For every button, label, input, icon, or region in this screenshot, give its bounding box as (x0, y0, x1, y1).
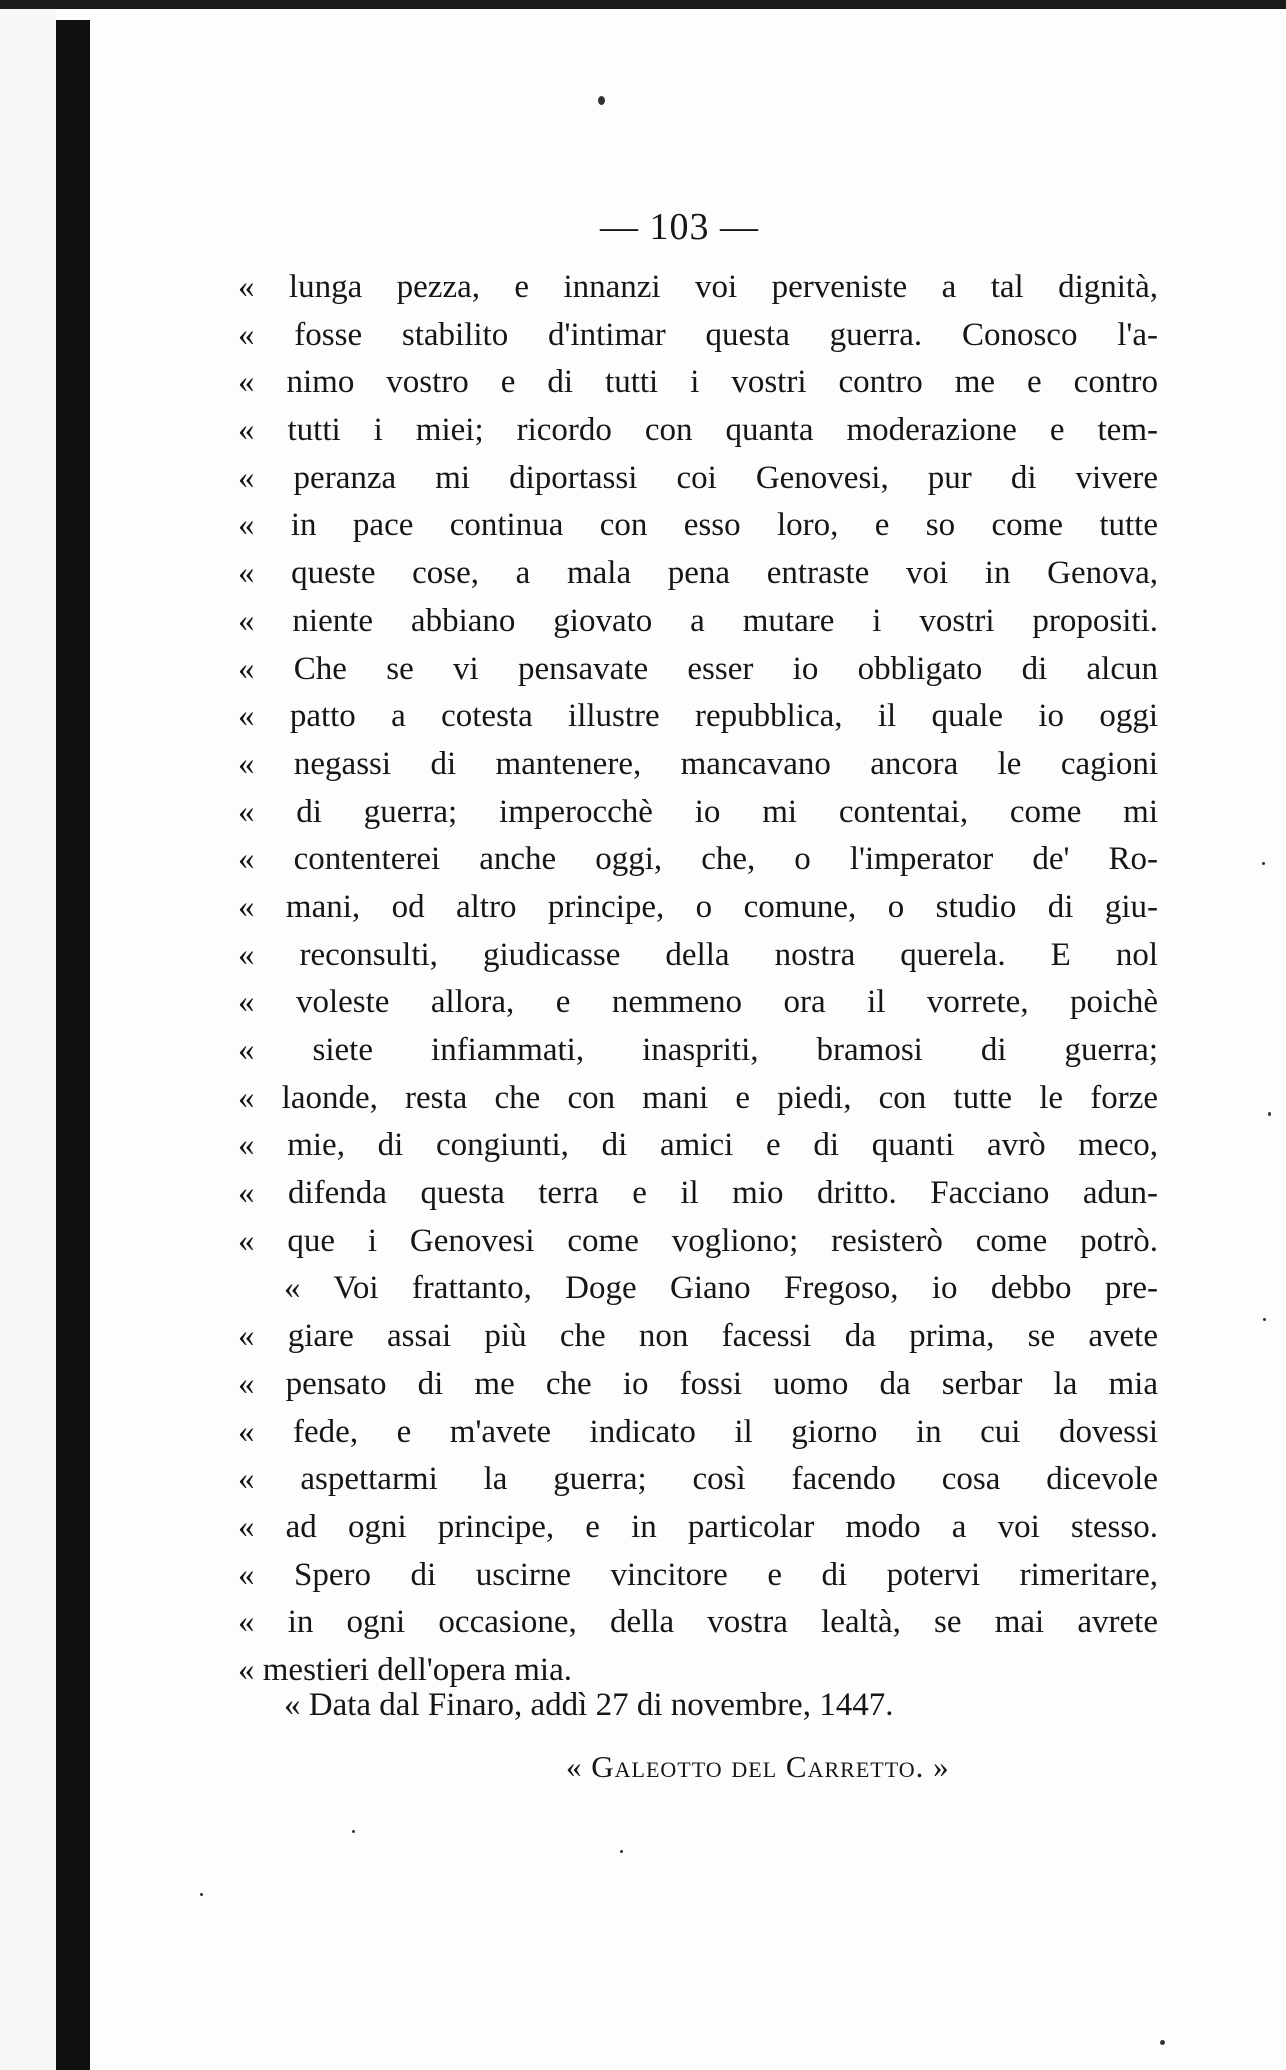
text-line: « aspettarmi la guerra; così facendo cosa dicevole (238, 1461, 1158, 1498)
text-line: « patto a cotesta illustre repubblica, il quale io oggi (238, 698, 1158, 735)
text-line: « peranza mi diportassi coi Genovesi, pur di vivere (238, 459, 1158, 496)
scan-speck (1160, 2040, 1165, 2045)
text-line: « fede, e m'avete indicato il giorno in cui dovessi (238, 1413, 1158, 1450)
text-line: « tutti i miei; ricordo con quanta moderazione e tem- (238, 412, 1158, 449)
text-line: « mie, di congiunti, di amici e di quanti avrò meco, (238, 1127, 1158, 1164)
page-gutter (0, 0, 56, 2070)
page-top-edge (0, 0, 1286, 9)
text-line: « in pace continua con esso loro, e so come tutte (238, 507, 1158, 544)
text-line: « Spero di uscirne vincitore e di potervi rimeritare, (238, 1556, 1158, 1593)
text-line: « mani, od altro principe, o comune, o studio di giu- (238, 888, 1158, 925)
text-line: « Che se vi pensavate esser io obbligato di alcun (238, 650, 1158, 687)
text-line: « in ogni occasione, della vostra lealtà, se mai avrete (238, 1604, 1158, 1641)
text-line: « pensato di me che io fossi uomo da serbar la mia (238, 1365, 1158, 1402)
scan-speck (1268, 1112, 1271, 1116)
text-line: « ad ogni principe, e in particolar modo a voi stesso. (238, 1508, 1158, 1545)
date-line: « Data dal Finaro, addì 27 di novembre, 1447. (284, 1687, 894, 1723)
text-line: « niente abbiano giovato a mutare i vostri propositi. (238, 602, 1158, 639)
text-line: « giare assai più che non facessi da prima, se avete (238, 1318, 1158, 1355)
book-spine-shadow (56, 20, 90, 2070)
text-line: « reconsulti, giudicasse della nostra querela. E nol (238, 936, 1158, 973)
text-line: « di guerra; imperocchè io mi contentai, come mi (238, 793, 1158, 830)
scan-speck (352, 1830, 355, 1833)
scan-speck (598, 96, 605, 105)
text-line: « lunga pezza, e innanzi voi perveniste a tal dignità, (238, 269, 1158, 305)
text-line: « fosse stabilito d'intimar questa guerra. Conosco l'a- (238, 316, 1158, 353)
text-line: « nimo vostro e di tutti i vostri contro me e contro (238, 364, 1158, 401)
text-line-paragraph-start: « Voi frattanto, Doge Giano Fregoso, io debbo pre- (284, 1270, 1158, 1307)
text-line: « siete infiammati, inaspriti, bramosi di guerra; (238, 1032, 1158, 1068)
text-line: « contenterei anche oggi, che, o l'imperator de' Ro- (238, 841, 1158, 878)
scan-speck (1263, 1318, 1266, 1321)
text-line: « laonde, resta che con mani e piedi, con tutte le forze (238, 1079, 1158, 1116)
scan-speck (200, 1893, 203, 1896)
text-line: « queste cose, a mala pena entraste voi in Genova, (238, 555, 1158, 592)
text-line: « voleste allora, e nemmeno ora il vorrete, poichè (238, 984, 1158, 1021)
text-line: « que i Genovesi come vogliono; resisterò come potrò. (238, 1222, 1158, 1259)
text-line: « negassi di mantenere, mancavano ancora le cagioni (238, 745, 1158, 782)
signature: « Galeotto del Carretto. » (566, 1749, 950, 1784)
text-line: « difenda questa terra e il mio dritto. Facciano adun- (238, 1175, 1158, 1212)
scan-speck (620, 1850, 623, 1853)
letter-body (238, 264, 1158, 1695)
scan-speck (1262, 862, 1265, 865)
text-line: « mestieri dell'opera mia. (238, 1651, 572, 1688)
page-number: — 103 — (600, 206, 759, 248)
